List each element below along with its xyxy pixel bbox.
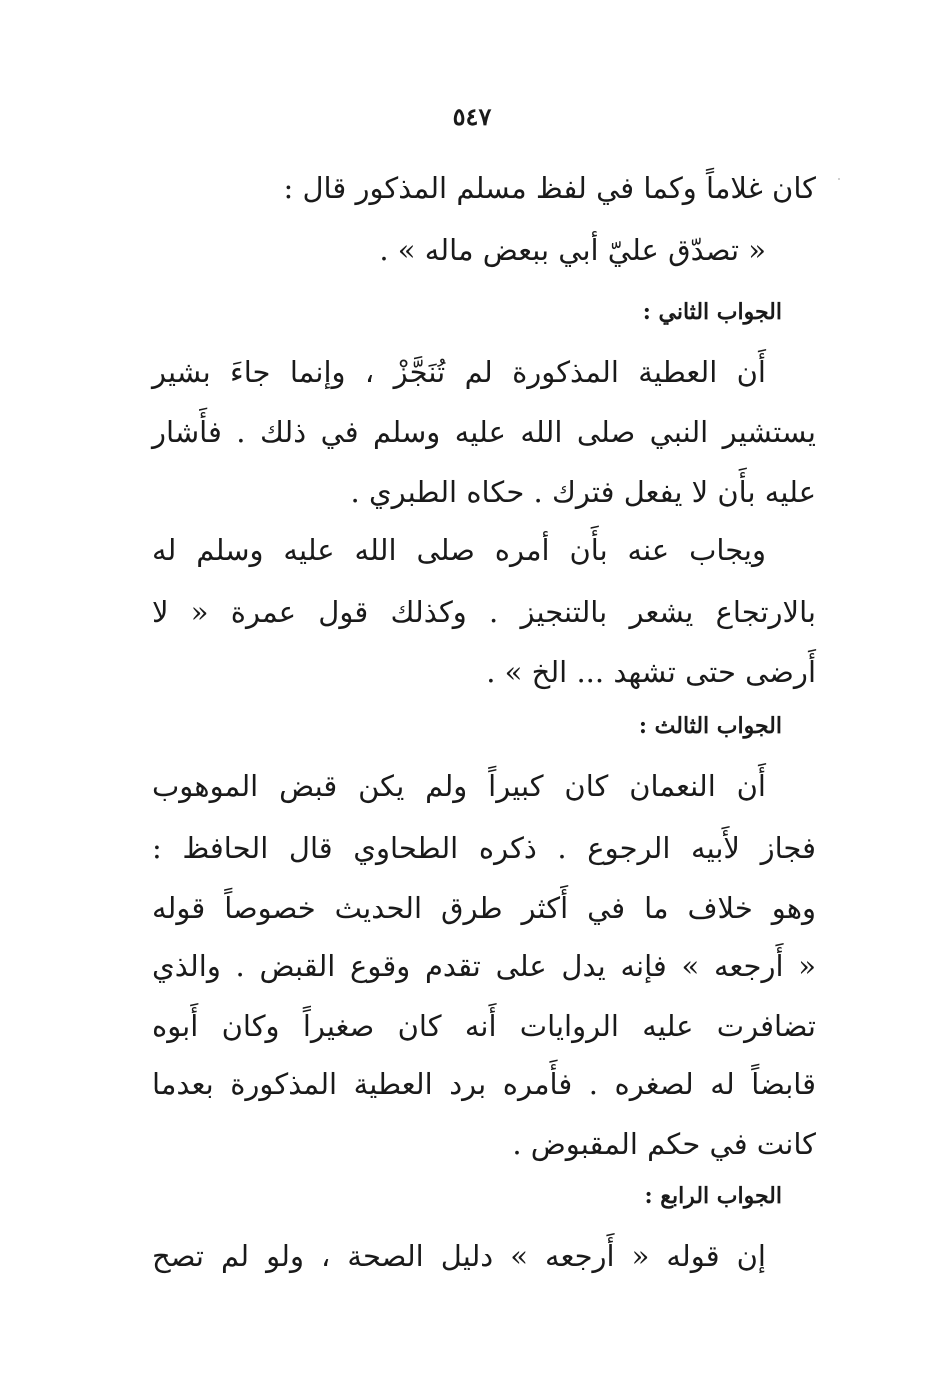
page-number: ٥٤٧ — [452, 102, 492, 131]
text-line: « أَرجعه » فإنه يدل على تقدم وقوع القبض . والذي — [152, 949, 816, 983]
text-line: ويجاب عنه بأَن أمره صلى الله عليه وسلم له — [152, 533, 766, 567]
text-line: أَن العطية المذكورة لم تُنَجَّزْ ، وإنما جاءَ بشير — [152, 355, 766, 389]
text-line: قابضاً له لصغره . فأَمره برد العطية المذكورة بعدما — [152, 1067, 816, 1101]
text-line: يستشير النبي صلى الله عليه وسلم في ذلك . فأَشار — [152, 415, 816, 449]
text-line: وهو خلاف ما في أَكثر طرق الحديث خصوصاً قوله — [152, 891, 816, 925]
section-heading: الجواب الثالث : — [638, 713, 782, 739]
text-line: أَرضى حتى تشهد ... الخ » . — [486, 655, 816, 689]
text-line: إن قوله « أَرجعه » دليل الصحة ، ولو لم تصح — [152, 1239, 766, 1273]
section-heading: الجواب الثاني : — [642, 299, 782, 325]
text-line: كان غلاماً وكما في لفظ مسلم المذكور قال : — [283, 171, 816, 205]
text-line: « تصدّق عليّ أبي ببعض ماله » . — [379, 233, 766, 267]
text-line: عليه بأَن لا يفعل فترك . حكاه الطبري . — [350, 475, 816, 509]
text-line: كانت في حكم المقبوض . — [512, 1127, 816, 1161]
text-line: تضافرت عليه الروايات أَنه كان صغيراً وكان أَبوه — [152, 1009, 816, 1043]
section-heading: الجواب الرابع : — [644, 1183, 782, 1209]
text-line: فجاز لأَبيه الرجوع . ذكره الطحاوي قال الحافظ : — [152, 831, 816, 865]
scan-speck — [838, 178, 840, 180]
text-line: بالارتجاع يشعر بالتنجيز . وكذلك قول عمرة « لا — [152, 595, 816, 629]
text-line: أَن النعمان كان كبيراً ولم يكن قبض الموهوب — [152, 769, 766, 803]
